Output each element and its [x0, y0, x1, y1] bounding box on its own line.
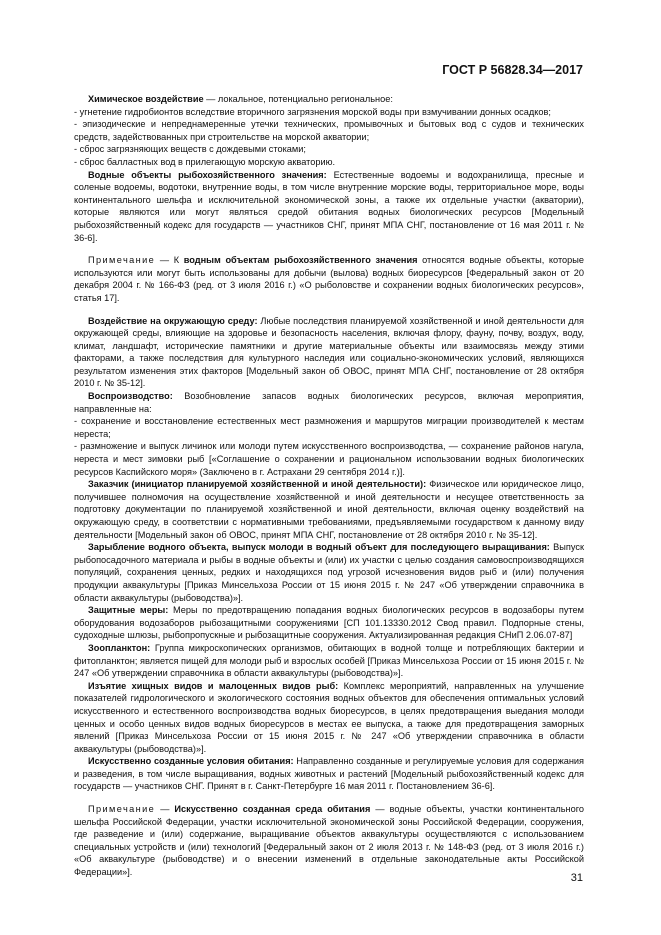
definition-paragraph — [74, 390, 584, 415]
definition-paragraph — [74, 604, 584, 642]
definition-paragraph — [74, 93, 584, 106]
definition-paragraph — [74, 642, 584, 680]
page-number: 31 — [570, 872, 583, 884]
definition-text: Выпуск рыбопосадочного материала и рыбы в водные объекты и (или) их участки с целью создания самовоспроизводящихся популяций, сохранения ценных, редких и находящихся под угрозой исчезновения видов рыб и (или) получения продукции аквакультуры [Приказ Минсельхоза России от 15 июня 2015 г. № 247 «Об утверждении справочника в области аквакультуры (рыбоводства)»]. — [74, 542, 584, 603]
note-label: Примечание — [88, 804, 156, 815]
definition-paragraph — [74, 315, 584, 391]
list-item-text: - эпизодические и непреднамеренные утечки технических, промывочных и бытовых вод с судов и технических средств, задействованных при строительстве на морской акватории; — [74, 119, 584, 142]
note-prefix: — — [155, 804, 175, 815]
term: Воспроизводство: — [88, 391, 173, 402]
note-paragraph — [74, 803, 584, 879]
list-item — [74, 106, 584, 119]
list-item — [74, 156, 584, 169]
term: Заказчик (инициатор планируемой хозяйственной и иной деятельности): — [88, 479, 427, 490]
list-item-text: - сброс загрязняющих веществ с дождевыми стоками; — [74, 144, 306, 155]
definition-text: Любые последствия планируемой хозяйственной и иной деятельности для окружающей среды, влияющие на здоровье и безопасность населения, включая флору, фауну, почву, воздух, воду, климат, ландшафт, исторические памятники и другие материальные объекты или взаимосвязь между этими факторами, а также последствия для культурного наследия или социально-экономических условий, являющихся результатом изменения этих факторов [Модельный закон об ОВОС, принят МПА СНГ, постановление от 28 октября 2010 г. № 35-12]. — [74, 315, 584, 389]
list-item — [74, 440, 584, 478]
definition-text: Меры по предотвращению попадания водных биологических ресурсов в водозаборы путем оборудования водозаборов рыбозащитными сооружениями [СП 101.13330.2012 Свод правил. Подпорные стены, судоходные шлюзы, рыбопропускные и рыбозащитные сооружения. Актуализированная редакция СНиП 2.06.07-87] — [74, 605, 584, 641]
document-body — [74, 93, 584, 879]
term: Защитные меры: — [88, 605, 169, 616]
term: Искусственно созданная среда обитания — [174, 804, 371, 815]
definition-text: Естественные водоемы и водохранилища, пресные и соленые водоемы, водотоки, внутренние воды, в том числе внутренние морские воды, территориальное море, воды континентального шельфа и исключительной экономической зоны, а также их отдельные участки (акватории), которые являются или могут являться средой обитания водных биологических ресурсов [Модельный рыбохозяйственный кодекс для государств — участников СНГ, принят МПА СНГ, постановление от 16 мая 2011 г. № 36-6]. — [74, 169, 584, 243]
definition-text: Физическое или юридическое лицо, получившее полномочия на осуществление хозяйственной и иной деятельности и несущее ответственность за подготовку документации по планируемой хозяйственной и иной деятельности, включая оценку воздействий на окружающую среду, в соответствии с нормативными требованиями, предъявляемыми государством к данному виду деятельности [Модельный закон об ОВОС, принят МПА СНГ, постановление от 28 октября 2010 г. № 35-12]. — [74, 479, 584, 540]
term: Химическое воздействие — [88, 94, 204, 104]
list-item-text: - сохранение и восстановление естественных мест размножения и маршрутов миграции производителей к местам нереста; — [74, 416, 584, 439]
list-item-text: - размножение и выпуск личинок или молоди путем искусственного воспроизводства, — сохранение районов нагула, нереста и мест зимовки рыб [«Соглашение о сохранении и рациональном использовании водных биологических ресурсов Каспийского моря» (Заключено в г. Астрахани 29 сентября 2014 г.)]. — [74, 441, 584, 477]
definition-text: — локальное, потенциально региональное: — [203, 94, 393, 104]
definition-text: Возобновление запасов водных биологических ресурсов, включая мероприятия, направленные на: — [74, 391, 584, 414]
note-label: Примечание — [88, 255, 156, 266]
definition-text: Группа микроскопических организмов, обитающих в водной толще и потребляющих бактерии и фитопланктон; является пищей для молоди рыб и взрослых особей [Приказ Минсельхоза России от 15 июня 2015 г. № 247 «Об утверждении справочника в области аквакультуры (рыбоводства)»]. — [74, 642, 584, 679]
definition-text: Комплекс мероприятий, направленных на улучшение показателей гидрологического и экологического состояния водных объектов для обеспечения оптимальных условий искусственного и естественного воспроизводства водных биоресурсов, в целях предотвращения выедания молоди ценных и особо ценных видов водных биоресурсов в местах ее выпуска, а также для предотвращения заморных явлений [Приказ Минсельхоза России от 15 июня 2015 г. № 247 «Об утверждении справочника в области аквакультуры (рыбоводства)»]. — [74, 680, 584, 754]
list-item-text: - угнетение гидробионтов вследствие вторичного загрязнения морской воды при взмучивании донных осадков; — [74, 106, 551, 117]
term: Зоопланктон: — [88, 642, 151, 653]
list-item — [74, 118, 584, 143]
list-item — [74, 143, 584, 156]
term: водным объектам рыбохозяйственного значения — [183, 255, 418, 266]
definition-paragraph — [74, 478, 584, 541]
definition-text: — водные объекты, участки континентального шельфа Российской Федерации, участки исключительной экономической зоны Российской Федерации, сооружения, где разведение и (или) содержание, выращивание объектов аквакультуры осуществляются с использованием специальных устройств и (или) технологий [Федеральный закон от 2 июля 2013 г. № 148-ФЗ (ред. от 3 июля 2016 г.) «Об аквакультуре (рыбоводстве) и о внесении изменений в отдельные законодательные акты Российской Федерации»]. — [74, 804, 585, 878]
term: Изъятие хищных видов и малоценных видов рыб: — [88, 680, 339, 691]
definition-paragraph — [74, 680, 584, 756]
term: Искусственно созданные условия обитания: — [88, 756, 294, 767]
definition-text: Направленно созданные и регулируемые условия для содержания и разведения, в том числе выращивания, водных животных и растений [Модельный рыбохозяйственный кодекс для государств — участников СНГ. Принят в г. Санкт-Петербурге 16 мая 2011 г. Постановлением 36-6]. — [74, 756, 585, 792]
definition-paragraph — [74, 541, 584, 604]
term: Водные объекты рыбохозяйственного значения: — [88, 169, 327, 180]
note-paragraph — [74, 254, 584, 304]
note-prefix: — К — [155, 255, 184, 266]
term: Воздействие на окружающую среду: — [88, 315, 258, 326]
list-item — [74, 415, 584, 440]
definition-text: относятся водные объекты, которые используются или могут быть использованы для добычи (вылова) водных биоресурсов [Федеральный закон от 20 декабря 2004 г. № 166-ФЗ (ред. от 3 июля 2016 г.) «О рыболовстве и сохранении водных биологических ресурсов», статья 17]. — [74, 255, 584, 303]
definition-paragraph — [74, 755, 584, 793]
document-header: ГОСТ Р 56828.34—2017 — [442, 63, 583, 77]
list-item-text: - сброс балластных вод в прилегающую морскую акваторию. — [74, 156, 336, 167]
definition-paragraph — [74, 169, 584, 245]
term: Зарыбление водного объекта, выпуск молоди в водный объект для последующего выращивания: — [88, 542, 550, 553]
